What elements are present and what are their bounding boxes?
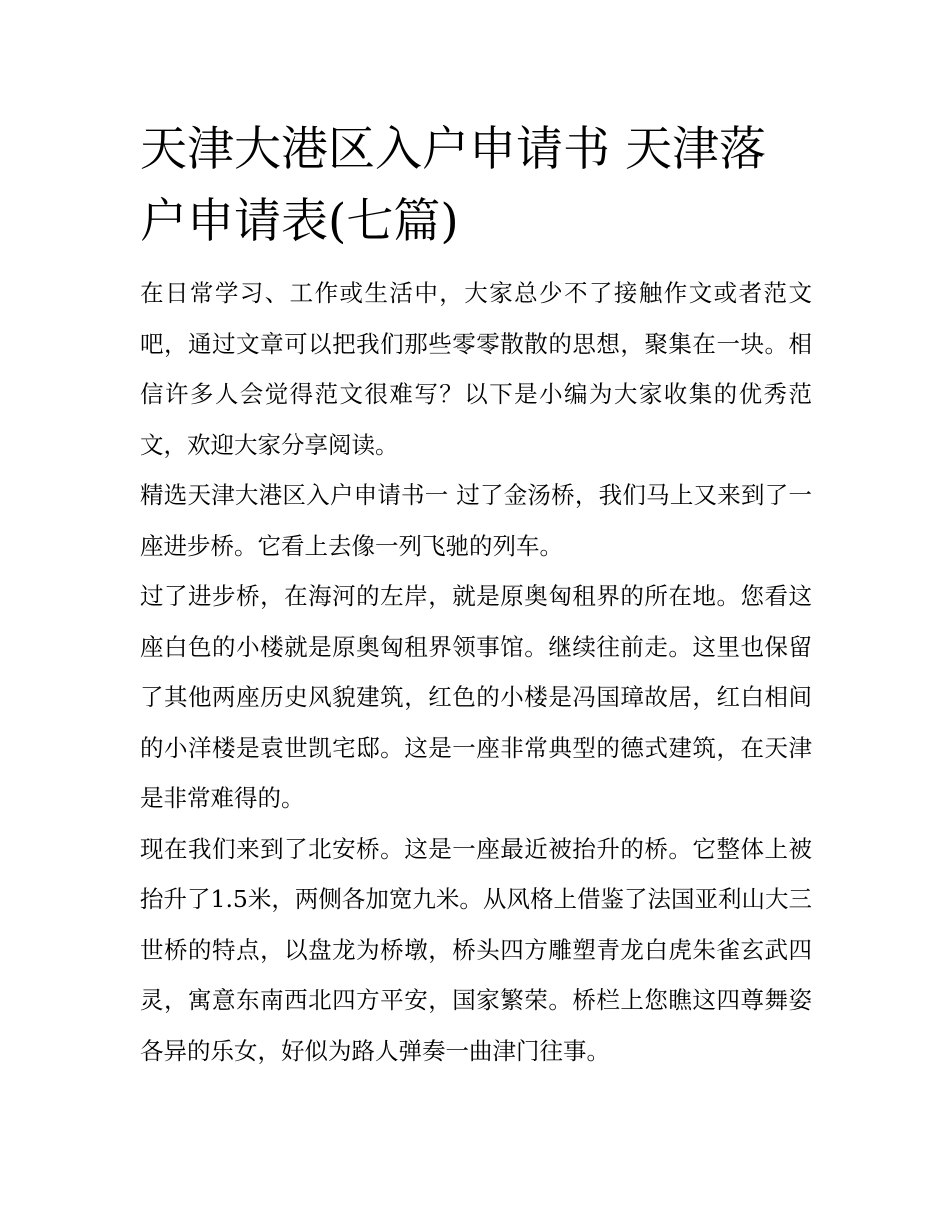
document-page bbox=[140, 114, 812, 1076]
document-title: 天津大港区入户申请书 天津落户申请表(七篇) bbox=[140, 122, 766, 249]
paragraph-austro-hungarian-concession: 过了进步桥，在海河的左岸，就是原奥匈租界的所在地。您看这座白色的小楼就是原奥匈租界领事馆。继续往前走。这里也保留了其他两座历史风貌建筑，红色的小楼是冯国璋故居，红白相间的小洋楼是袁世凯宅邸。这是一座非常典型的德式建筑，在天津是非常难得的。 bbox=[140, 582, 812, 812]
paragraph-intro: 在日常学习、工作或生活中，大家总少不了接触作文或者范文吧，通过文章可以把我们那些零零散散的思想，聚集在一块。相信许多人会觉得范文很难写？以下是小编为大家收集的优秀范文，欢迎大家分享阅读。 bbox=[140, 279, 812, 459]
paragraph-jinbu-bridge: 精选天津大港区入户申请书一 过了金汤桥，我们马上又来到了一座进步桥。它看上去像一列飞驰的列车。 bbox=[140, 481, 812, 560]
paragraph-bei-an-bridge: 现在我们来到了北安桥。这是一座最近被抬升的桥。它整体上被抬升了1.5米，两侧各加宽九米。从风格上借鉴了法国亚利山大三世桥的特点，以盘龙为桥墩，桥头四方雕塑青龙白虎朱雀玄武四灵，寓意东南西北四方平安，国家繁荣。桥栏上您瞧这四尊舞姿各异的乐女，好似为路人弹奏一曲津门往事。 bbox=[140, 834, 812, 1065]
